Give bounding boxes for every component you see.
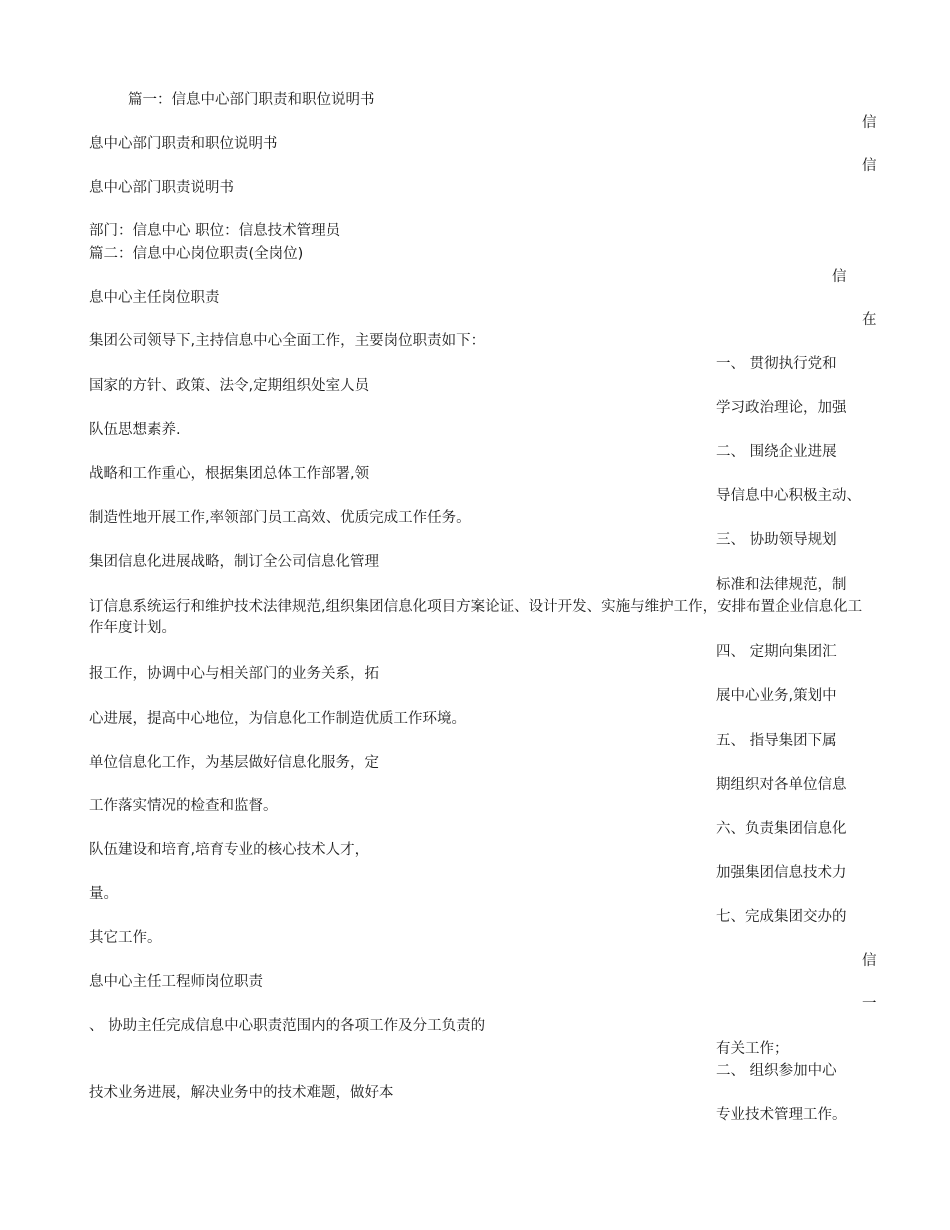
text-line: 在 (862, 312, 877, 328)
text-line: 队伍思想素养. (89, 422, 181, 438)
text-line: 集团公司领导下,主持信息中心全面工作，主要岗位职责如下： (89, 333, 486, 349)
text-line: 导信息中心积极主动、 (716, 488, 861, 504)
heading-part-two: 篇二：信息中心岗位职责(全岗位) (89, 246, 304, 262)
text-line: 信 (862, 115, 877, 131)
text-line: 队伍建设和培育,培育专业的核心技术人才， (89, 842, 370, 858)
text-line: 六、负责集团信息化 (716, 821, 847, 837)
text-line: 期组织对各单位信息 (716, 777, 847, 793)
text-line: 五、 指导集团下属 (716, 733, 837, 749)
text-line: 学习政治理论，加强 (716, 400, 847, 416)
text-line: 展中心业务,策划中 (716, 688, 837, 704)
text-line: 息中心主任岗位职责 (89, 290, 220, 306)
text-line: 战略和工作重心，根据集团总体工作部署,领 (89, 466, 370, 482)
text-line: 有关工作； (716, 1041, 789, 1057)
text-line: 报工作，协调中心与相关部门的业务关系，拓 (89, 666, 379, 682)
text-line: 信 (862, 953, 877, 969)
text-line: 息中心部门职责和职位说明书 (89, 136, 278, 152)
text-line: 单位信息化工作，为基层做好信息化服务，定 (89, 755, 379, 771)
text-line: 息中心主任工程师岗位职责 (89, 974, 263, 990)
text-line: 一、 贯彻执行党和 (716, 356, 837, 372)
text-line: 二、 组织参加中心 (716, 1063, 837, 1079)
text-line: 技术业务进展，解决业务中的技术难题，做好本 (89, 1085, 394, 1101)
text-line: 四、 定期向集团汇 (716, 644, 837, 660)
text-line: 心进展，提高中心地位，为信息化工作制造优质工作环境。 (89, 711, 466, 727)
text-line: 专业技术管理工作。 (716, 1107, 847, 1123)
text-line: 部门：信息中心 职位：信息技术管理员 (89, 223, 341, 239)
text-line: 标准和法律规范，制 (716, 577, 847, 593)
text-line: 国家的方针、政策、法令,定期组织处室人员 (89, 378, 370, 394)
heading-part-one: 篇一：信息中心部门职责和职位说明书 (128, 92, 375, 108)
text-line: 加强集团信息技术力 (716, 865, 847, 881)
text-line: 二、 围绕企业进展 (716, 444, 837, 460)
text-paragraph: 订信息系统运行和维护技术法律规范,组织集团信息化项目方案论证、设计开发、实施与维护工作，安排布置企业信息化工作年度计划。 (89, 599, 863, 636)
text-line: 其它工作。 (89, 930, 162, 946)
text-line: 工作落实情况的检查和监督。 (89, 798, 278, 814)
text-line: 三、 协助领导规划 (716, 532, 837, 548)
text-line: 信 (862, 158, 877, 174)
text-line: 息中心部门职责说明书 (89, 180, 234, 196)
text-line: 七、完成集团交办的 (716, 909, 847, 925)
text-line: 量。 (89, 886, 118, 902)
text-line: 制造性地开展工作,率领部门员工高效、优质完成工作任务。 (89, 510, 471, 526)
text-line: 、 协助主任完成信息中心职责范围内的各项工作及分工负责的 (89, 1018, 486, 1034)
text-line: 一 (862, 996, 877, 1012)
text-line: 集团信息化进展战略，制订全公司信息化管理 (89, 554, 379, 570)
text-line: 信 (832, 269, 847, 285)
